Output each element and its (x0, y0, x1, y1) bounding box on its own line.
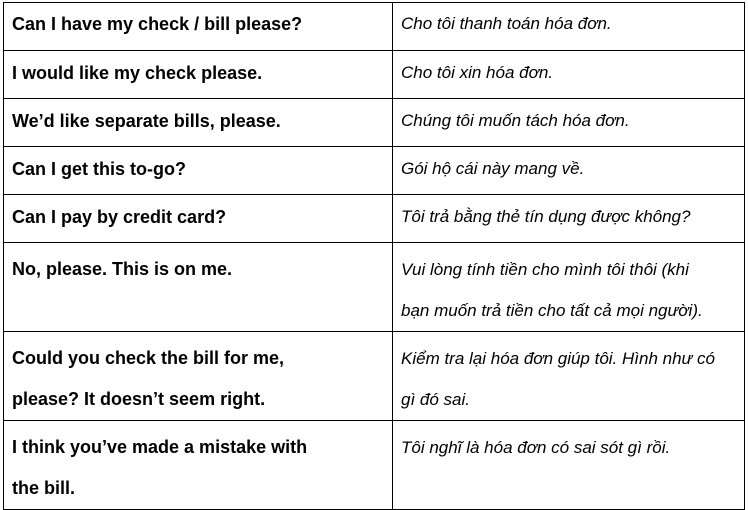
english-phrase-cell (4, 99, 393, 147)
vietnamese-translation-line-2: gì đó sai. (401, 390, 470, 409)
english-phrase: I would like my check please. (12, 63, 263, 83)
vietnamese-translation: Cho tôi thanh toán hóa đơn. (401, 14, 612, 33)
english-phrase-cell (4, 147, 393, 195)
vietnamese-translation-cell (393, 195, 745, 243)
vietnamese-translation: Chúng tôi muốn tách hóa đơn. (401, 111, 630, 130)
english-phrase-cell (4, 332, 393, 421)
phrase-table (3, 2, 745, 510)
vietnamese-translation-cell (393, 421, 745, 510)
table-row (4, 195, 745, 243)
english-phrase-line-2: the bill. (12, 478, 75, 498)
english-phrase: Can I have my check / bill please? (12, 14, 303, 34)
table-row (4, 3, 745, 51)
vietnamese-translation-cell (393, 147, 745, 195)
english-phrase-line-2: please? It doesn’t seem right. (12, 389, 266, 409)
table-row (4, 99, 745, 147)
vietnamese-translation-cell (393, 3, 745, 51)
english-phrase-cell (4, 3, 393, 51)
english-phrase-cell (4, 421, 393, 510)
vietnamese-translation-cell (393, 243, 745, 332)
vietnamese-translation-line-1: Vui lòng tính tiền cho mình tôi thôi (khi (401, 260, 689, 279)
english-phrase: Can I get this to-go? (12, 159, 186, 179)
english-phrase-cell (4, 195, 393, 243)
english-phrase-line-1: I think you’ve made a mistake with (12, 437, 308, 457)
vietnamese-translation-cell (393, 51, 745, 99)
vietnamese-translation: Gói hộ cái này mang về. (401, 159, 585, 178)
vietnamese-translation: Cho tôi xin hóa đơn. (401, 63, 554, 82)
vietnamese-translation: Tôi trả bằng thẻ tín dụng được không? (401, 207, 691, 226)
table-row (4, 421, 745, 510)
vietnamese-translation-cell (393, 99, 745, 147)
vietnamese-translation: Tôi nghĩ là hóa đơn có sai sót gì rồi. (401, 438, 671, 457)
table-row (4, 51, 745, 99)
english-phrase: We’d like separate bills, please. (12, 111, 281, 131)
table-row (4, 332, 745, 421)
vietnamese-translation-line-2: bạn muốn trả tiền cho tất cả mọi người). (401, 301, 703, 320)
table-row (4, 147, 745, 195)
vietnamese-translation-line-1: Kiểm tra lại hóa đơn giúp tôi. Hình như có (401, 349, 716, 368)
vietnamese-translation-cell (393, 332, 745, 421)
english-phrase-cell (4, 51, 393, 99)
table-row (4, 243, 745, 332)
english-phrase-cell (4, 243, 393, 332)
english-phrase-line-1: Could you check the bill for me, (12, 348, 285, 368)
english-phrase: No, please. This is on me. (12, 259, 233, 279)
english-phrase: Can I pay by credit card? (12, 207, 227, 227)
